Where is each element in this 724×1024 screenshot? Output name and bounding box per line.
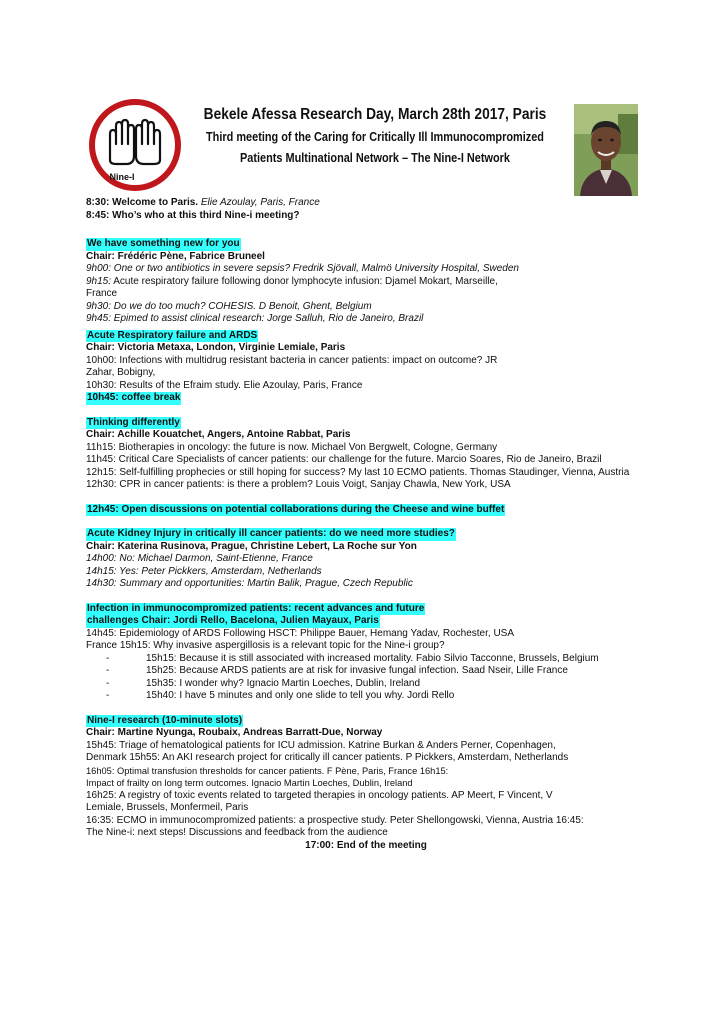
program-item: Impact of frailty on long term outcomes. Ignacio Martin Loeches, Dublin, Ireland	[86, 778, 413, 788]
program-item: 14h45: Epidemiology of ARDS Following HSCT: Philippe Bauer, Hemang Yadav, Rochester, USA	[86, 627, 515, 639]
program-item: 14h15: Yes: Peter Pickkers, Amsterdam, Netherlands	[86, 565, 322, 577]
program-item: 16:35: ECMO in immunocompromized patients: a prospective study. Peter Shellongowski, Vienna, Austria 16:45:	[86, 814, 584, 826]
item-text: Acute respiratory failure following donor lymphocyte infusion: Djamel Mokart, Marseille,	[111, 275, 498, 287]
section-title-aki: Acute Kidney Injury in critically ill cancer patients: do we need more studies?	[87, 528, 455, 539]
section-chair: Chair: Frédéric Pène, Fabrice Bruneel	[86, 250, 265, 262]
section-title-infection-chair: challenges Chair: Jordi Rello, Bacelona, Julien Mayaux, Paris	[87, 615, 379, 626]
coffee-break: 10h45: coffee break	[87, 392, 181, 403]
subtitle-line-1: Third meeting of the Caring for Critically Ill Immunocompromized	[206, 129, 544, 144]
whos-who-line: 8:45: Who’s who at this third Nine-i meeting?	[86, 209, 300, 221]
program-item: 11h15: Biotherapies in oncology: the future is now. Michael Von Bergwelt, Cologne, Germany	[86, 441, 498, 453]
program-item: 16h25: A registry of toxic events related to targeted therapies in oncology patients. AP Meert, F Vincent, V	[86, 789, 553, 801]
program-item: 9h45: Epimed to assist clinical research: Jorge Salluh, Rio de Janeiro, Brazil	[86, 313, 424, 324]
program-item-cont: Lemiale, Brussels, Monfermeil, Paris	[86, 802, 249, 813]
section-title-thinking: Thinking differently	[87, 416, 180, 428]
welcome-line	[86, 197, 646, 210]
logo-label: Nine-I	[109, 172, 135, 182]
program-item: France 15h15: Why invasive aspergillosis is a relevant topic for the Nine-i group?	[86, 640, 445, 651]
program-item-cont: Zahar, Bobigny,	[86, 367, 156, 378]
program-item: 14h00: No: Michael Darmon, Saint-Etienne, France	[86, 553, 313, 564]
program-item-cont: France	[86, 288, 118, 299]
subtitle-line-2: Patients Multinational Network – The Nine-I Network	[239, 150, 511, 165]
list-item: - 15h35: I wonder why? Ignacio Martin Loeches, Dublin, Ireland	[106, 677, 421, 689]
section-title-research: Nine-I research (10-minute slots)	[87, 714, 243, 726]
section-title-ards: Acute Respiratory failure and ARDS	[87, 329, 258, 341]
section-title-infection: Infection in immunocompromized patients: recent advances and future	[87, 602, 425, 614]
program-item: The Nine-i: next steps! Discussions and feedback from the audience	[86, 827, 388, 838]
program-item: 16h05: Optimal transfusion thresholds for cancer patients. F Pène, Paris, France 16h15:	[86, 765, 449, 776]
lunch-discussion: 12h45: Open discussions on potential collaborations during the Cheese and wine buffet	[87, 503, 505, 515]
list-item: - 15h15: Because it is still associated with increased mortality. Fabio Silvio Tacconne, Brussels, Belgium	[106, 652, 599, 664]
section-title-new: We have something new for you	[87, 238, 240, 249]
list-item: - 15h40: I have 5 minutes and only one slide to tell you why. Jordi Rello	[106, 690, 455, 701]
program-item: 9h00: One or two antibiotics in severe sepsis? Fredrik Sjövall, Malmö University Hospital, Sweden	[86, 263, 519, 274]
program-item: Denmark 15h55: An AKI research project for critically ill cancer patients. P Pickkers, Amsterdam, Netherlands	[86, 752, 569, 763]
section-chair: Chair: Achille Kouatchet, Angers, Antoine Rabbat, Paris	[86, 429, 351, 440]
end-of-meeting: 17:00: End of the meeting	[305, 839, 427, 851]
list-item: - 15h25: Because ARDS patients are at risk for invasive fungal infection. Saad Nseir, Lille France	[106, 665, 568, 676]
program-item: 15h45: Triage of hematological patients for ICU admission. Katrine Burkan & Anders Perner, Copenhagen,	[86, 739, 556, 751]
page-title: Bekele Afessa Research Day, March 28th 2017, Paris	[203, 106, 547, 123]
program-item: 9h30: Do we do too much? COHESIS. D Benoit, Ghent, Belgium	[86, 300, 372, 312]
section-chair: Chair: Katerina Rusinova, Prague, Christine Lebert, La Roche sur Yon	[86, 540, 417, 552]
program-item: 11h45: Critical Care Specialists of cancer patients: our challenge for the future. Marcio Soares, Rio de Janeiro, Brazil	[86, 454, 602, 465]
program-item: 12h15: Self-fulfilling prophecies or still hoping for success? My last 10 ECMO patients. Thomas Staudinger, Vienna, Austria	[86, 466, 630, 478]
program-item: 14h30: Summary and opportunities: Martin Balik, Prague, Czech Republic	[86, 578, 413, 589]
program-item	[86, 276, 646, 289]
program-item: 10h30: Results of the Efraim study. Elie Azoulay, Paris, France	[86, 379, 363, 391]
program	[86, 197, 646, 852]
item-time: 9h15:	[86, 275, 112, 287]
section-chair: Chair: Victoria Metaxa, London, Virginie Lemiale, Paris	[86, 342, 346, 353]
welcome-speaker: Elie Azoulay, Paris, France	[198, 197, 320, 208]
section-chair: Chair: Martine Nyunga, Roubaix, Andreas Barratt-Due, Norway	[86, 727, 383, 738]
document-header	[160, 104, 590, 168]
welcome-time: 8:30: Welcome to Paris.	[86, 197, 199, 208]
program-item: 12h30: CPR in cancer patients: is there a problem? Louis Voigt, Sanjay Chawla, New York, USA	[86, 479, 511, 490]
program-item: 10h00: Infections with multidrug resistant bacteria in cancer patients: impact on outcome? JR	[86, 354, 498, 366]
